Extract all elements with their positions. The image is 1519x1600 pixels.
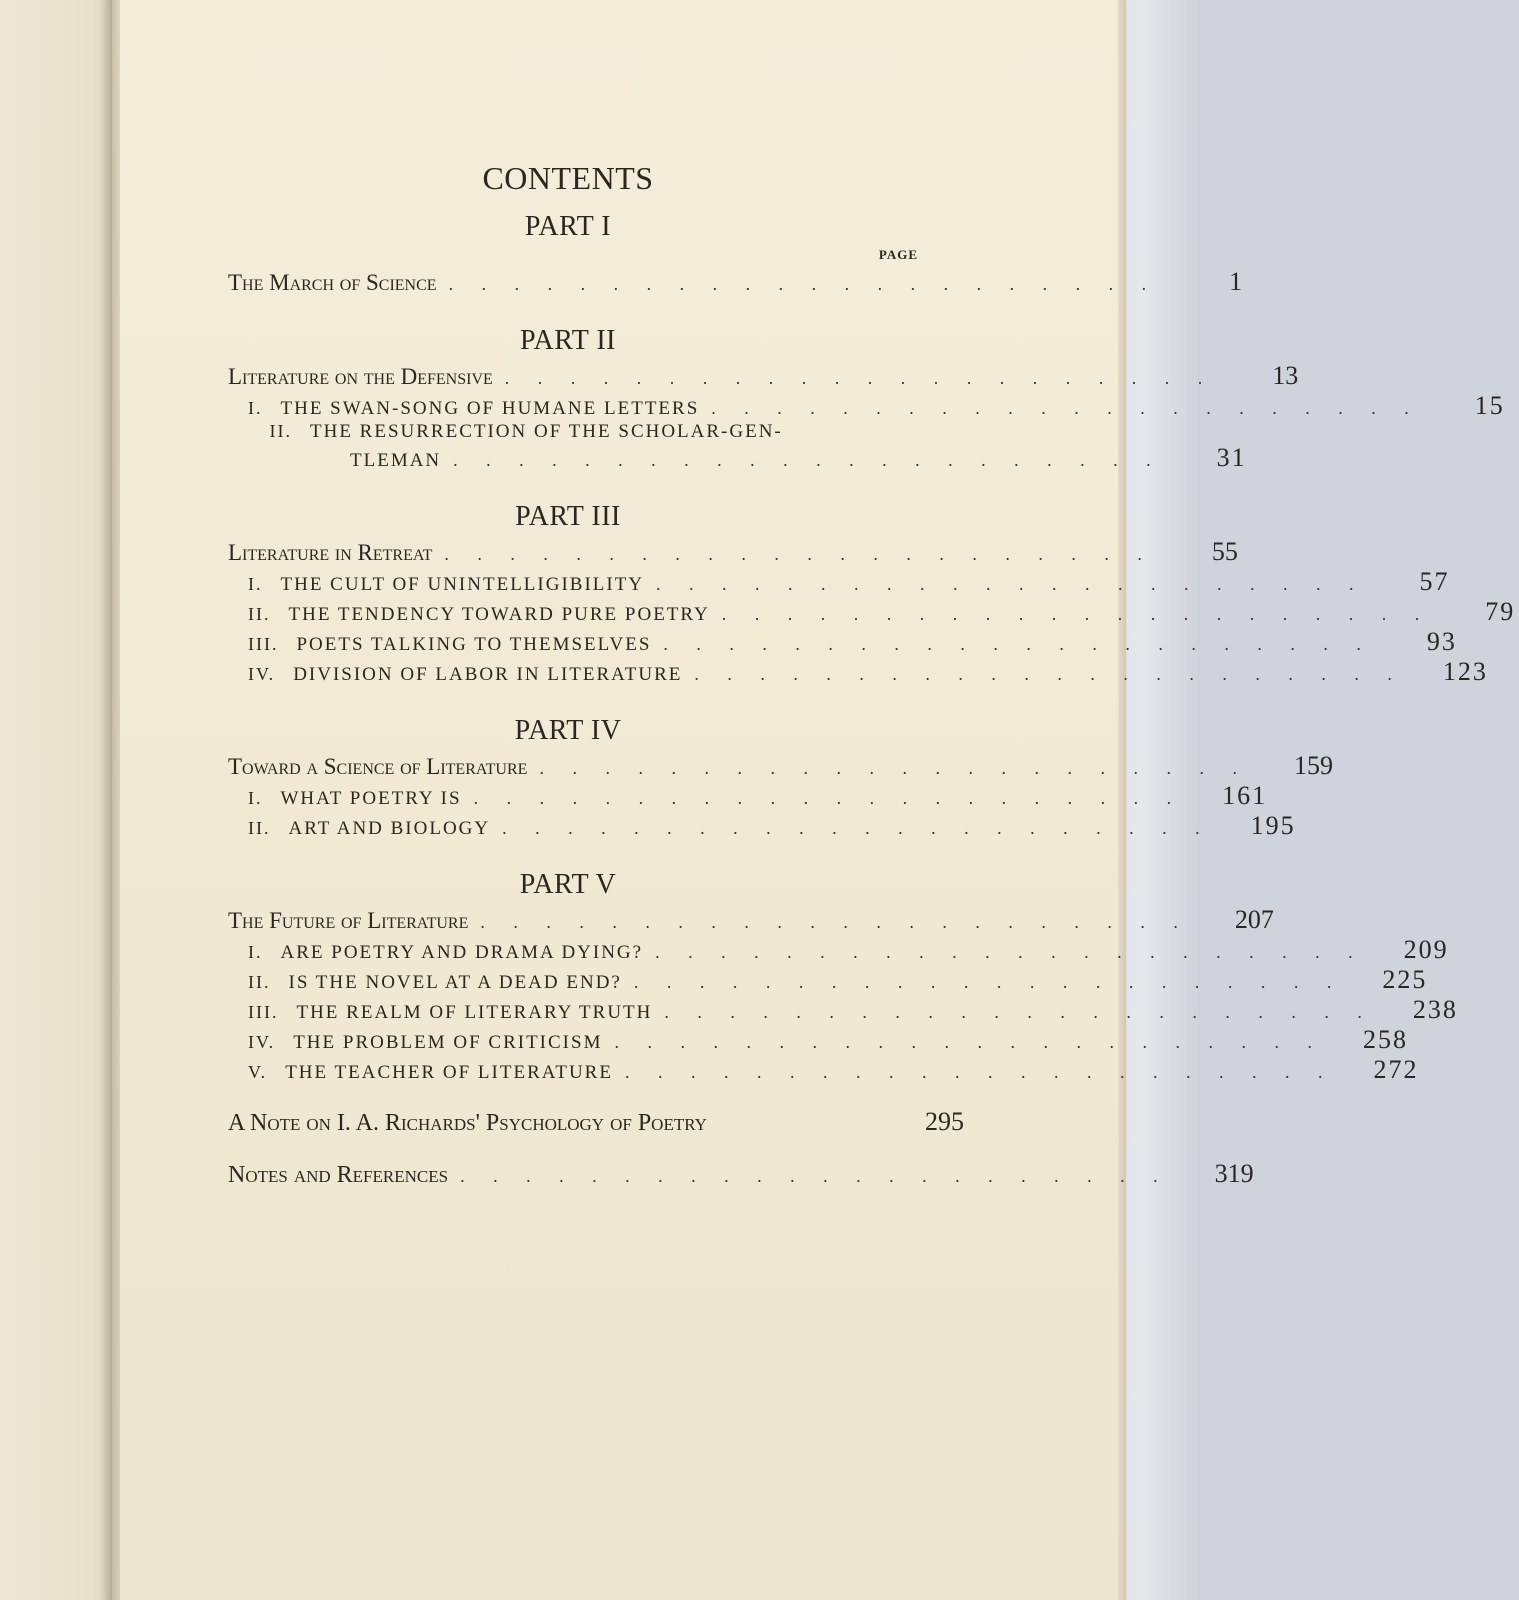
toc-subentry bbox=[228, 421, 968, 443]
page-number: 55 bbox=[1211, 537, 1238, 566]
part-heading: PART IV bbox=[514, 715, 622, 746]
toc-subentry bbox=[228, 811, 1296, 841]
page-number: 209 bbox=[1403, 935, 1449, 964]
chapter-numeral: I. bbox=[248, 942, 263, 962]
entry-title: THE RESURRECTION OF THE SCHOLAR-GEN- bbox=[310, 421, 783, 442]
part-heading: PART I bbox=[524, 211, 612, 242]
page-number: 159 bbox=[1293, 751, 1333, 780]
toc-entry bbox=[228, 361, 1299, 391]
dot-leader: . . . . . . . . . . . . . . . . . . . . . . bbox=[656, 574, 1366, 594]
page-number: 238 bbox=[1412, 995, 1458, 1024]
page-number: 57 bbox=[1419, 567, 1450, 596]
chapter-numeral: II. bbox=[248, 818, 271, 838]
chapter-numeral: IV. bbox=[248, 664, 276, 684]
spine-shadow bbox=[100, 0, 120, 1600]
dot-leader: . . . . . . . . . . . . . . . . . . . . . . bbox=[633, 972, 1344, 992]
dot-leader: . . . . . . . . . . . . . . . . . . . . . . bbox=[448, 274, 1159, 294]
dot-leader: . . . . . . . . . . . . . . . . . . . . . . bbox=[664, 1002, 1374, 1022]
page-number: 15 bbox=[1474, 391, 1505, 420]
entry-title: Literature in Retreat bbox=[228, 540, 433, 565]
toc-subentry bbox=[228, 965, 1428, 995]
table-of-contents bbox=[228, 160, 1516, 1189]
dot-leader: . . . . . . . . . . . . . . . . . . . . . . bbox=[460, 1166, 1170, 1186]
page-number: 319 bbox=[1214, 1159, 1254, 1188]
toc-entry bbox=[228, 267, 1243, 297]
dot-leader: . . . . . . . . . . . . . . . . . . . . . . bbox=[614, 1032, 1324, 1052]
entry-title: POETS TALKING TO THEMSELVES bbox=[296, 634, 652, 655]
chapter-numeral: III. bbox=[248, 634, 279, 654]
page-number: 161 bbox=[1222, 781, 1268, 810]
dot-leader: . . . . . . . . . . . . . . . . . . . . . . bbox=[624, 1062, 1335, 1082]
toc-subentry bbox=[228, 1025, 1408, 1055]
entry-title: The Future of Literature bbox=[228, 908, 469, 933]
toc-entry bbox=[228, 1159, 1254, 1189]
entry-title: THE REALM OF LITERARY TRUTH bbox=[296, 1002, 653, 1023]
chapter-numeral: I. bbox=[248, 398, 263, 418]
entry-title: THE CULT OF UNINTELLIGIBILITY bbox=[280, 574, 645, 595]
chapter-numeral: V. bbox=[248, 1062, 268, 1082]
page-number: 93 bbox=[1426, 627, 1457, 656]
part-section bbox=[228, 211, 1243, 297]
entry-title-continued: TLEMAN bbox=[350, 450, 442, 471]
dot-leader: . . . . . . . . . . . . . . . . . . . . . . bbox=[473, 788, 1184, 808]
toc-entry bbox=[228, 1107, 968, 1137]
toc-subentry bbox=[228, 1055, 1419, 1085]
entry-title: THE SWAN-SONG OF HUMANE LETTERS bbox=[280, 398, 700, 419]
toc-subentry bbox=[228, 567, 1450, 597]
dot-leader: . . . . . . . . . . . . . . . . . . . . . . bbox=[504, 368, 1215, 388]
dot-leader: . . . . . . . . . . . . . . . . . . . . . . bbox=[721, 604, 1432, 624]
chapter-numeral: IV. bbox=[248, 1032, 276, 1052]
toc-entry bbox=[228, 751, 1333, 781]
dot-leader: . . . . . . . . . . . . . . . . . . . . . . bbox=[453, 450, 1163, 470]
entry-title: DIVISION OF LABOR IN LITERATURE bbox=[293, 664, 683, 685]
page-number: 31 bbox=[1216, 443, 1247, 472]
part-heading: PART V bbox=[519, 869, 617, 900]
page-number: 225 bbox=[1382, 965, 1428, 994]
dot-leader: . . . . . . . . . . . . . . . . . . . . . . bbox=[711, 398, 1421, 418]
page-number: 207 bbox=[1234, 905, 1274, 934]
entry-title: ART AND BIOLOGY bbox=[288, 818, 491, 839]
page-number: 195 bbox=[1250, 811, 1296, 840]
entry-title: WHAT POETRY IS bbox=[280, 788, 462, 809]
page-number: 295 bbox=[925, 1107, 964, 1136]
part-section bbox=[228, 869, 1458, 1085]
page-number: 258 bbox=[1362, 1025, 1408, 1054]
chapter-numeral: I. bbox=[248, 574, 263, 594]
page-number: 1 bbox=[1229, 267, 1243, 296]
page-number: 123 bbox=[1442, 657, 1488, 686]
toc-subentry bbox=[228, 627, 1457, 657]
entry-title: Notes and References bbox=[228, 1162, 449, 1188]
toc-subentry bbox=[228, 391, 1505, 421]
chapter-numeral: II. bbox=[248, 604, 271, 624]
entry-title: THE TENDENCY TOWARD PURE POETRY bbox=[288, 604, 710, 625]
entry-title: THE TEACHER OF LITERATURE bbox=[285, 1062, 613, 1083]
part-section bbox=[228, 325, 1505, 473]
entry-title: IS THE NOVEL AT A DEAD END? bbox=[288, 972, 622, 993]
chapter-numeral: I. bbox=[248, 788, 263, 808]
toc-entry bbox=[228, 537, 1238, 567]
part-section bbox=[228, 501, 1516, 687]
toc-subentry bbox=[228, 995, 1458, 1025]
chapter-numeral: II. bbox=[248, 972, 271, 992]
dot-leader: . . . . . . . . . . . . . . . . . . . . . . bbox=[655, 942, 1365, 962]
left-page-edge bbox=[0, 0, 116, 1600]
dot-leader: . . . . . . . . . . . . . . . . . . . . . . bbox=[694, 664, 1404, 684]
toc-subentry bbox=[228, 935, 1449, 965]
entry-title: ARE POETRY AND DRAMA DYING? bbox=[280, 942, 644, 963]
entry-title: The March of Science bbox=[228, 270, 437, 295]
toc-subentry-continuation bbox=[228, 443, 1247, 473]
entry-title: Literature on the Defensive bbox=[228, 364, 493, 389]
dot-leader: . . . . . . . . . . . . . . . . . . . . . . bbox=[502, 818, 1212, 838]
chapter-numeral: II. bbox=[269, 421, 292, 441]
dot-leader: . . . . . . . . . . . . . . . . . . . . . . bbox=[663, 634, 1373, 654]
entry-title: Toward a Science of Literature bbox=[228, 754, 528, 779]
part-heading: PART III bbox=[515, 501, 621, 532]
toc-subentry bbox=[228, 657, 1488, 687]
dot-leader: . . . . . . . . . . . . . . . . . . . . . . bbox=[539, 758, 1249, 778]
toc-entry bbox=[228, 905, 1274, 935]
dot-leader: . . . . . . . . . . . . . . . . . . . . . . bbox=[444, 544, 1154, 564]
page-number: 79 bbox=[1485, 597, 1516, 626]
entry-title: THE PROBLEM OF CRITICISM bbox=[293, 1032, 603, 1053]
chapter-numeral: III. bbox=[248, 1002, 279, 1022]
page-number: 272 bbox=[1373, 1055, 1419, 1084]
toc-subentry bbox=[228, 597, 1516, 627]
contents-title: CONTENTS bbox=[482, 160, 654, 196]
entry-title: A Note on I. A. Richards' Psychology of Poetry bbox=[228, 1110, 707, 1136]
page-column-label: PAGE bbox=[878, 247, 918, 262]
page-number: 13 bbox=[1272, 361, 1299, 390]
toc-subentry bbox=[228, 781, 1268, 811]
dot-leader: . . . . . . . . . . . . . . . . . . . . . . bbox=[480, 912, 1190, 932]
part-section bbox=[228, 715, 1333, 841]
part-heading: PART II bbox=[520, 325, 616, 356]
